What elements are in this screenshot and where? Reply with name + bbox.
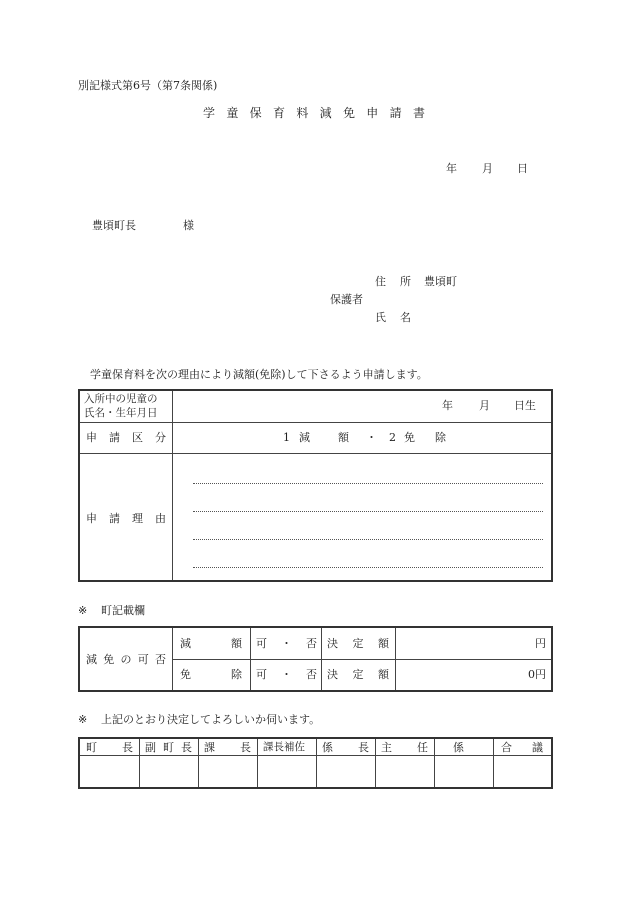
- reason-line-3: [193, 539, 543, 540]
- reason-line-1: [193, 483, 543, 484]
- header-mayor: 町 長: [86, 741, 133, 754]
- option2-num: 2: [389, 431, 396, 444]
- exemption-amount: 0円: [528, 668, 546, 681]
- town-table: [78, 626, 553, 692]
- birth-month: 月: [479, 399, 490, 412]
- header-assistant-chief: 課長補佐: [263, 741, 305, 753]
- reduction-approval: 可 ・ 否: [256, 637, 317, 650]
- header-staff: 係: [453, 741, 464, 754]
- address-label: 住 所: [375, 275, 411, 288]
- address-value: 豊頃町: [424, 275, 457, 288]
- exemption-amount-label: 決 定 額: [327, 668, 389, 681]
- reduction-amount: 円: [535, 637, 546, 650]
- option1-text: 減 額: [299, 431, 349, 444]
- reason-line-2: [193, 511, 543, 512]
- form-number: 別記様式第6号（第7条関係): [78, 79, 218, 92]
- date-day: 日: [517, 162, 528, 175]
- exemption-approval: 可 ・ 否: [256, 668, 317, 681]
- category-label: 申 請 区 分: [86, 431, 166, 444]
- form-title: 学 童 保 育 料 減 免 申 請 書: [203, 106, 425, 120]
- addressee-name: 豊頃町長: [92, 219, 136, 232]
- birth-year: 年: [442, 399, 453, 412]
- birth-day: 日生: [514, 399, 536, 412]
- header-consultation: 合 議: [501, 741, 543, 754]
- child-label-line1: 入所中の児童の: [84, 393, 158, 405]
- town-heading: 町記載欄: [101, 604, 145, 617]
- header-section-chief: 課 長: [204, 741, 251, 754]
- child-label-line2: 氏名・生年月日: [84, 407, 158, 419]
- option-separator: ・: [366, 431, 377, 444]
- guardian-label: 保護者: [330, 293, 363, 306]
- date-year: 年: [446, 162, 457, 175]
- approval-note: 上記のとおり決定してよろしいか伺います。: [101, 713, 321, 726]
- header-sub-chief: 係 長: [322, 741, 369, 754]
- exemption-type: 免 除: [180, 668, 242, 681]
- town-heading-mark: ※: [78, 604, 88, 617]
- addressee-honorific: 様: [183, 219, 194, 232]
- option1-num: 1: [283, 431, 290, 444]
- reason-line-4: [193, 567, 543, 568]
- reduction-amount-label: 決 定 額: [327, 637, 389, 650]
- approval-note-mark: ※: [78, 713, 88, 726]
- name-label: 氏 名: [375, 311, 411, 324]
- reason-label: 申 請 理 由: [86, 512, 166, 525]
- application-table: [78, 389, 553, 582]
- town-row-label: 減 免 の 可 否: [86, 653, 166, 666]
- approval-table: [78, 737, 553, 789]
- date-month: 月: [482, 162, 493, 175]
- reduction-type: 減 額: [180, 637, 242, 650]
- request-text: 学童保育料を次の理由により減額(免除)して下さるよう申請します。: [90, 368, 428, 381]
- option2-text: 免 除: [404, 431, 446, 444]
- header-deputy-mayor: 副 町 長: [145, 741, 192, 754]
- header-officer: 主 任: [381, 741, 428, 754]
